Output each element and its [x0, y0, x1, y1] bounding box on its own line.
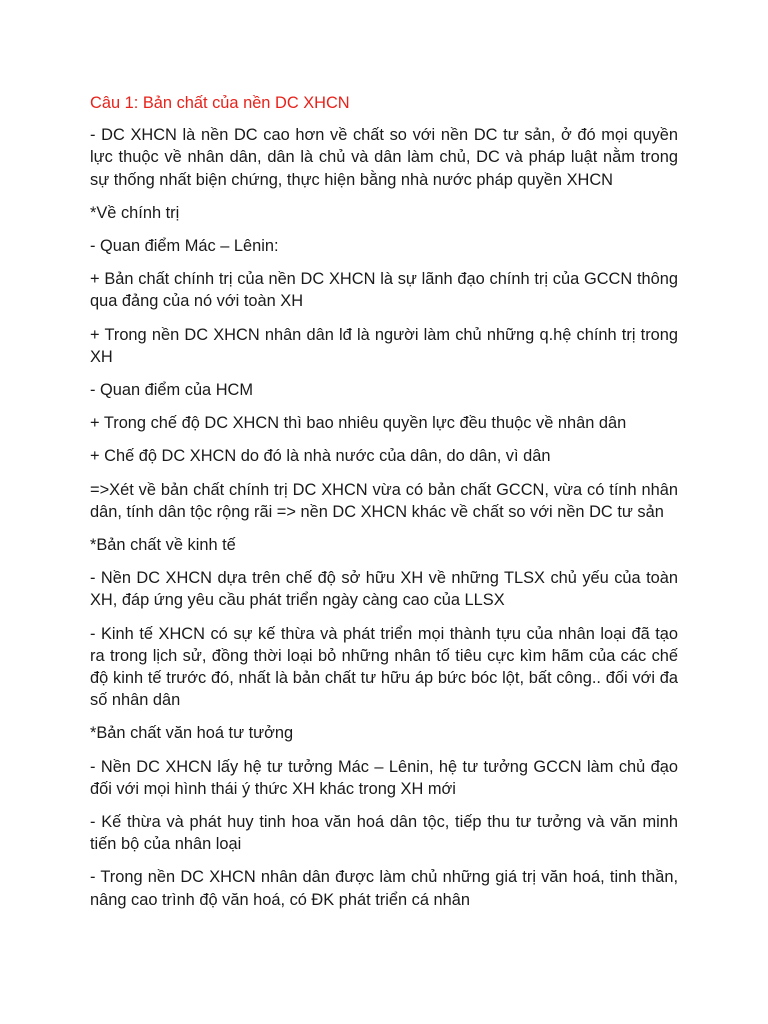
paragraph: - Kinh tế XHCN có sự kế thừa và phát triển mọi thành tựu của nhân loại đã tạo ra trong lịch sử, đồng thời loại bỏ những nhân tố tiêu cực kìm hãm của các chế độ kinh tế trước đó, nhất là bản chất tư hữu áp bức bóc lột, bất công.. đối với đa số nhân dân	[90, 624, 678, 710]
section-heading-politics: *Về chính trị	[90, 203, 180, 222]
paragraph: + Trong chế độ DC XHCN thì bao nhiêu quyền lực đều thuộc về nhân dân	[90, 414, 627, 433]
paragraph: + Chế độ DC XHCN do đó là nhà nước của dân, do dân, vì dân	[90, 447, 551, 466]
paragraph-intro: - DC XHCN là nền DC cao hơn về chất so với nền DC tư sản, ở đó mọi quyền lực thuộc về nhân dân, dân là chủ và dân làm chủ, DC và pháp luật nằm trong sự thống nhất biện chứng, thực hiện bằng nhà nước pháp quyền XHCN	[90, 126, 678, 189]
paragraph: =>Xét về bản chất chính trị DC XHCN vừa có bản chất GCCN, vừa có tính nhân dân, tính dân tộc rộng rãi => nền DC XHCN khác về chất so với nền DC tư sản	[90, 480, 678, 521]
section-heading-economy: *Bản chất về kinh tế	[90, 536, 236, 555]
paragraph: - Nền DC XHCN dựa trên chế độ sở hữu XH về những TLSX chủ yếu của toàn XH, đáp ứng yêu cầu phát triển ngày càng cao của LLSX	[90, 569, 678, 610]
document-page	[90, 92, 678, 922]
paragraph: - Kế thừa và phát huy tinh hoa văn hoá dân tộc, tiếp thu tư tưởng và văn minh tiến bộ của nhân loại	[90, 813, 678, 854]
paragraph: + Bản chất chính trị của nền DC XHCN là sự lãnh đạo chính trị của GCCN thông qua đảng của nó với toàn XH	[90, 270, 678, 311]
paragraph: - Quan điểm Mác – Lênin:	[90, 237, 279, 256]
section-heading-culture: *Bản chất văn hoá tư tưởng	[90, 724, 294, 743]
paragraph: - Quan điểm của HCM	[90, 381, 254, 400]
paragraph: - Trong nền DC XHCN nhân dân được làm chủ những giá trị văn hoá, tinh thần, nâng cao trình độ văn hoá, có ĐK phát triển cá nhân	[90, 868, 678, 909]
paragraph: - Nền DC XHCN lấy hệ tư tưởng Mác – Lênin, hệ tư tưởng GCCN làm chủ đạo đối với mọi hình thái ý thức XH khác trong XH mới	[90, 757, 678, 798]
document-title: Câu 1: Bản chất của nền DC XHCN	[90, 94, 350, 112]
paragraph: + Trong nền DC XHCN nhân dân lđ là người làm chủ những q.hệ chính trị trong XH	[90, 325, 678, 366]
